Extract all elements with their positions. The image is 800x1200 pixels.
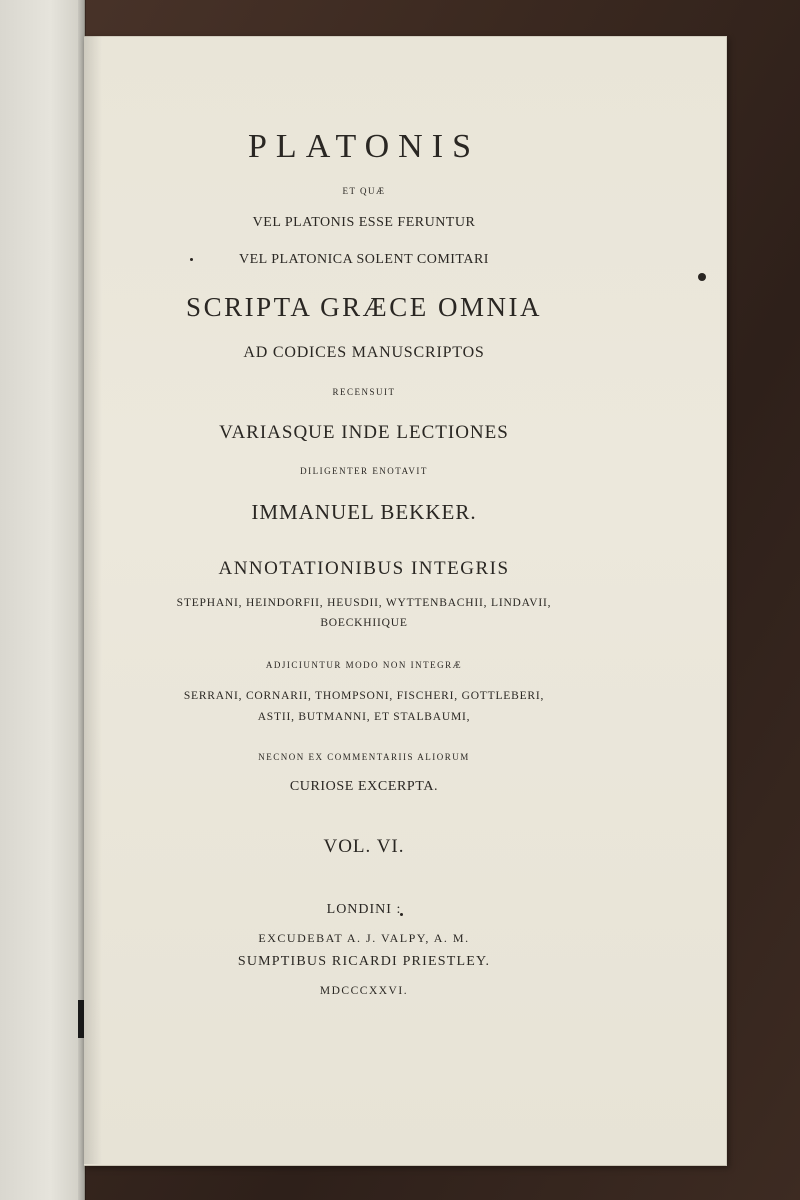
left-page-leaf [0,0,85,1200]
variasque-line: VARIASQUE INDE LECTIONES [219,422,509,443]
diligenter-line: DILIGENTER ENOTAVIT [300,466,428,476]
editor-name: IMMANUEL BEKKER. [251,500,477,524]
imprint-place: LONDINI : [326,902,402,917]
et-quae-line: ET QUÆ [342,186,386,196]
volume-number: VOL. VI. [323,836,405,857]
ink-spot [698,273,706,281]
others-line-1: SERRANI, CORNARII, THOMPSONI, FISCHERI, GOTTLEBERI, [183,690,545,702]
annotators-line-1: STEPHANI, HEINDORFII, HEUSDII, WYTTENBACHII, LINDAVII, [176,597,552,609]
imprint-printer: EXCUDEBAT A. J. VALPY, A. M. [258,931,470,945]
others-line-2: ASTII, BUTMANNI, ET STALBAUMI, [257,711,471,723]
curiose-line: CURIOSE EXCERPTA. [289,779,439,794]
ad-codices-line: AD CODICES MANUSCRIPTOS [243,344,485,361]
recensuit-line: RECENSUIT [332,387,396,397]
annotationibus-line: ANNOTATIONIBUS INTEGRIS [218,558,510,579]
adjiciuntur-line: ADJICIUNTUR MODO NON INTEGRÆ [265,660,463,670]
annotators-line-2: BOECKHIIQUE [320,617,408,629]
imprint-publisher: SUMPTIBUS RICARDI PRIESTLEY. [237,954,491,969]
subtitle-line-2: VEL PLATONICA SOLENT COMITARI [239,252,489,267]
scripta-heading: SCRIPTA GRÆCE OMNIA [186,292,542,322]
necnon-line: NECNON EX COMMENTARIIS ALIORUM [258,752,470,762]
main-title: PLATONIS [248,128,480,165]
subtitle-line-1: VEL PLATONIS ESSE FERUNTUR [252,215,476,230]
imprint-year: MDCCCXXVI. [319,985,409,997]
